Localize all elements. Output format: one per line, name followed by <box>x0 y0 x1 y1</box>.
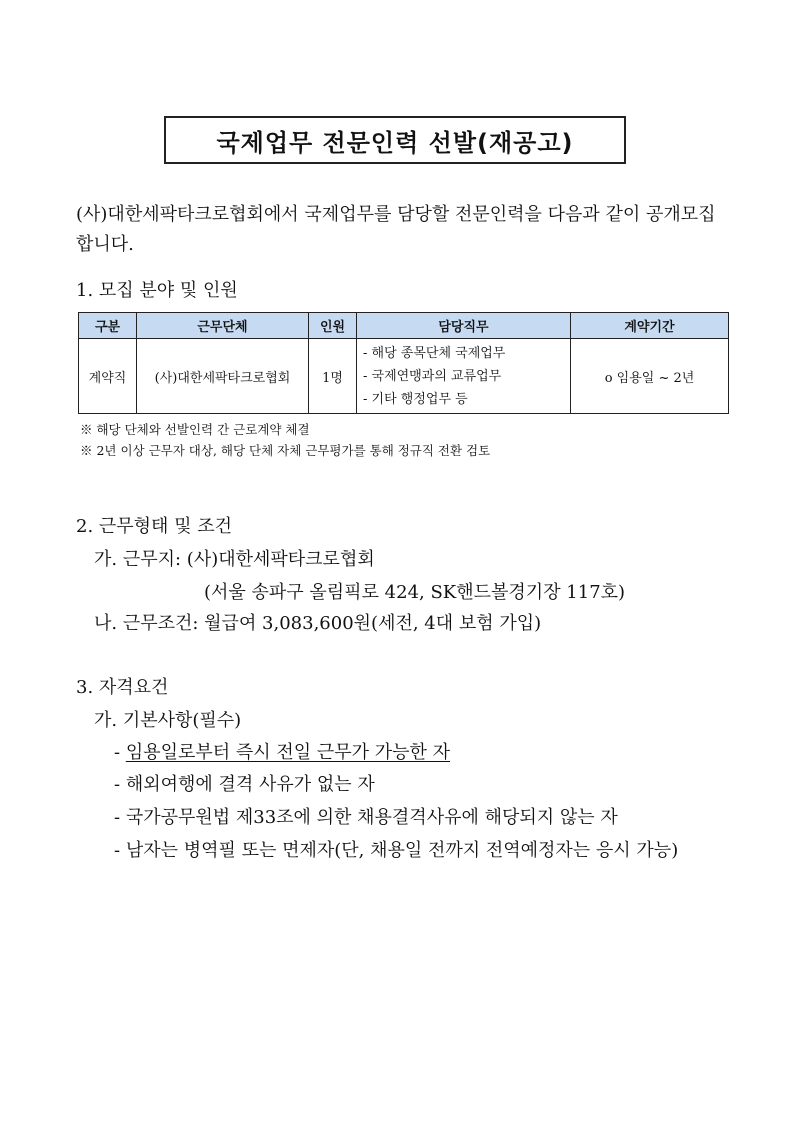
requirement-text: 해외여행에 결격 사유가 없는 자 <box>125 774 375 795</box>
requirement-text: 남자는 병역필 또는 면제자(단, 채용일 전까지 전역예정자는 응시 가능) <box>125 840 679 861</box>
requirement-text: 국가공무원법 제33조에 의한 채용결격사유에 해당되지 않는 자 <box>125 807 618 828</box>
note-contract: ※ 해당 단체와 선발인력 간 근로계약 체결 <box>80 422 310 437</box>
workplace-value: (사)대한세팍타크로협회 <box>186 549 375 570</box>
table-header-row <box>79 313 729 339</box>
note-conversion: ※ 2년 이상 근무자 대상, 해당 단체 자체 근무평가를 통해 정규직 전환 검토 <box>80 443 491 458</box>
section3-heading: 3. 자격요건 <box>76 677 169 698</box>
requirement-item: - 임용일로부터 즉시 전일 근무가 가능한 자 <box>114 742 451 763</box>
workplace-line <box>94 545 375 571</box>
duty-item: - 해당 종목단체 국제업무 <box>363 345 506 361</box>
requirement-item: - 남자는 병역필 또는 면제자(단, 채용일 전까지 전역예정자는 응시 가능) <box>114 840 679 861</box>
cell-org: (사)대한세팍타크로협회 <box>137 339 309 414</box>
page-title: 국제업무 전문인력 선발(재공고) <box>164 116 626 164</box>
basic-requirements-heading: 가. 기본사항(필수) <box>94 710 242 731</box>
cell-count: 1명 <box>309 339 357 414</box>
header-org: 근무단체 <box>137 313 309 339</box>
header-period: 계약기간 <box>571 313 729 339</box>
workplace-label: 가. 근무지: <box>94 549 182 570</box>
header-count: 인원 <box>309 313 357 339</box>
header-duties: 담당직무 <box>357 313 571 339</box>
cell-type: 계약직 <box>79 339 137 414</box>
workplace-address: (서울 송파구 올림픽로 424, SK핸드볼경기장 117호) <box>204 582 626 603</box>
table-row <box>79 339 729 414</box>
cell-duties <box>357 339 571 414</box>
duty-item: - 국제연맹과의 교류업무 <box>363 368 502 384</box>
section1-heading: 1. 모집 분야 및 인원 <box>76 280 238 301</box>
work-conditions: 나. 근무조건: 월급여 3,083,600원(세전, 4대 보험 가입) <box>94 613 542 634</box>
header-type: 구분 <box>79 313 137 339</box>
recruitment-table <box>78 312 729 414</box>
requirement-item: - 국가공무원법 제33조에 의한 채용결격사유에 해당되지 않는 자 <box>114 807 618 828</box>
cell-period: o 임용일 ~ 2년 <box>571 339 729 414</box>
requirement-item: - 해외여행에 결격 사유가 없는 자 <box>114 774 375 795</box>
duty-item: - 기타 행정업무 등 <box>363 391 468 407</box>
intro-paragraph: (사)대한세팍타크로협회에서 국제업무를 담당할 전문인력을 다음과 같이 공개모집합니다. <box>76 204 716 255</box>
section2-heading: 2. 근무형태 및 조건 <box>76 516 233 537</box>
requirement-text: 임용일로부터 즉시 전일 근무가 가능한 자 <box>125 742 451 763</box>
